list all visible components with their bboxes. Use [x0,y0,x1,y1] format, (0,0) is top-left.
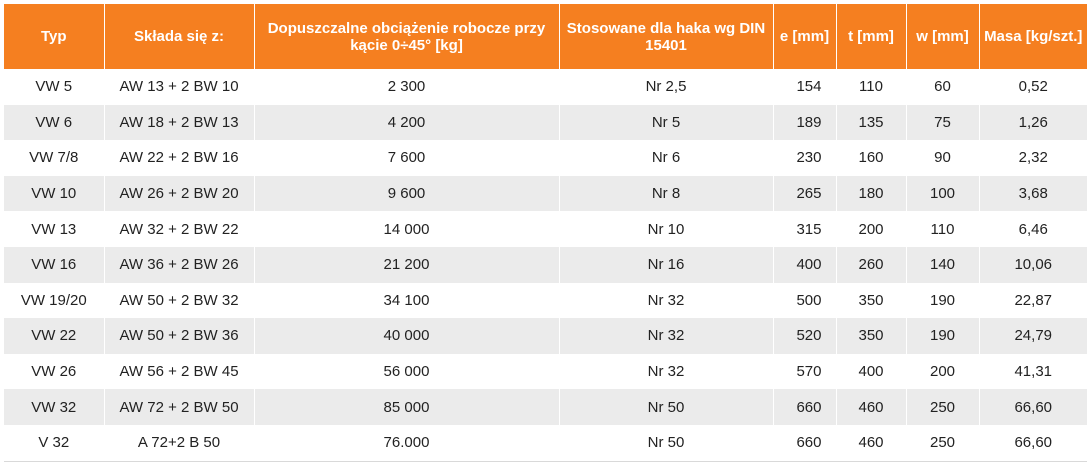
table-row [4,211,1087,247]
cell-sklad: AW 18 + 2 BW 13 [104,105,254,141]
cell-w: 100 [906,176,979,212]
cell-typ: VW 22 [4,318,104,354]
cell-t: 180 [836,176,906,212]
cell-typ: VW 26 [4,354,104,390]
cell-w: 190 [906,283,979,319]
cell-masa: 66,60 [1014,398,1053,416]
header-obciazenie: Dopuszczalne obciążenie robocze przy kącie 0÷45° [kg] [254,4,559,69]
cell-sklad: AW 36 + 2 BW 26 [104,247,254,283]
table-row [4,69,1087,105]
cell-sklad: AW 13 + 2 BW 10 [104,69,254,105]
cell-obciazenie: 14 000 [254,211,559,247]
cell-typ: VW 7/8 [4,140,104,176]
cell-obciazenie: 4 200 [254,105,559,141]
cell-e: 660 [773,425,836,461]
cell-masa: 10,06 [1014,256,1053,274]
cell-e: 189 [773,105,836,141]
cell-w: 140 [906,247,979,283]
cell-e: 660 [773,389,836,425]
cell-typ: VW 6 [4,105,104,141]
header-w: w [mm] [906,4,979,69]
cell-e: 520 [773,318,836,354]
table-row [4,247,1087,283]
table-row [4,283,1087,319]
cell-obciazenie: 40 000 [254,318,559,354]
cell-hak: Nr 32 [559,354,773,390]
cell-masa: 1,26 [1018,113,1048,131]
cell-hak: Nr 2,5 [559,69,773,105]
cell-t: 260 [836,247,906,283]
cell-t: 400 [836,354,906,390]
cell-typ: VW 32 [4,389,104,425]
cell-e: 230 [773,140,836,176]
cell-hak: Nr 5 [559,105,773,141]
cell-e: 400 [773,247,836,283]
cell-hak: Nr 32 [559,318,773,354]
cell-typ: VW 13 [4,211,104,247]
cell-masa: 0,52 [1018,78,1048,96]
cell-e: 570 [773,354,836,390]
cell-typ: VW 10 [4,176,104,212]
header-e: e [mm] [773,4,836,69]
cell-t: 350 [836,283,906,319]
cell-masa: 24,79 [1014,327,1053,345]
header-t: t [mm] [836,4,906,69]
cell-w: 250 [906,425,979,461]
cell-sklad: AW 32 + 2 BW 22 [104,211,254,247]
cell-sklad: AW 26 + 2 BW 20 [104,176,254,212]
table-row [4,425,1087,461]
cell-t: 460 [836,425,906,461]
table-header [4,4,1087,69]
cell-t: 160 [836,140,906,176]
cell-obciazenie: 34 100 [254,283,559,319]
cell-t: 200 [836,211,906,247]
cell-typ: VW 19/20 [4,283,104,319]
table-body [4,69,1087,461]
cell-sklad: AW 72 + 2 BW 50 [104,389,254,425]
cell-masa: 6,46 [1018,220,1048,238]
header-row [4,4,1087,69]
cell-w: 75 [906,105,979,141]
cell-w: 250 [906,389,979,425]
header-hak: Stosowane dla haka wg DIN 15401 [559,4,773,69]
table-row [4,318,1087,354]
cell-obciazenie: 56 000 [254,354,559,390]
cell-masa: 2,32 [1018,149,1048,167]
cell-masa: 22,87 [1014,291,1053,309]
table-row [4,140,1087,176]
cell-e: 315 [773,211,836,247]
cell-e: 154 [773,69,836,105]
cell-hak: Nr 6 [559,140,773,176]
cell-sklad: AW 50 + 2 BW 32 [104,283,254,319]
cell-typ: VW 16 [4,247,104,283]
cell-hak: Nr 32 [559,283,773,319]
cell-masa: 41,31 [1014,363,1053,381]
cell-t: 350 [836,318,906,354]
header-sklad: Składa się z: [104,4,254,69]
table-row [4,354,1087,390]
table-bottom-border [4,461,1087,462]
cell-obciazenie: 2 300 [254,69,559,105]
cell-w: 190 [906,318,979,354]
cell-hak: Nr 8 [559,176,773,212]
cell-typ: V 32 [4,425,104,461]
cell-sklad: AW 50 + 2 BW 36 [104,318,254,354]
cell-w: 60 [906,69,979,105]
cell-e: 500 [773,283,836,319]
cell-hak: Nr 50 [559,389,773,425]
cell-hak: Nr 10 [559,211,773,247]
cell-obciazenie: 85 000 [254,389,559,425]
header-typ: Typ [4,4,104,69]
cell-hak: Nr 16 [559,247,773,283]
cell-e: 265 [773,176,836,212]
cell-sklad: A 72+2 B 50 [104,425,254,461]
cell-sklad: AW 56 + 2 BW 45 [104,354,254,390]
cell-masa: 66,60 [1014,434,1053,452]
cell-w: 110 [906,211,979,247]
cell-obciazenie: 9 600 [254,176,559,212]
cell-obciazenie: 21 200 [254,247,559,283]
cell-masa: 3,68 [1018,185,1048,203]
cell-w: 200 [906,354,979,390]
cell-hak: Nr 50 [559,425,773,461]
spec-table-container [4,4,1087,465]
cell-obciazenie: 76.000 [254,425,559,461]
cell-t: 110 [836,69,906,105]
cell-t: 460 [836,389,906,425]
cell-typ: VW 5 [4,69,104,105]
cell-sklad: AW 22 + 2 BW 16 [104,140,254,176]
cell-obciazenie: 7 600 [254,140,559,176]
table-row [4,176,1087,212]
header-masa: Masa [kg/szt.] [984,28,1083,45]
spec-table [4,4,1087,461]
table-row [4,105,1087,141]
cell-t: 135 [836,105,906,141]
cell-w: 90 [906,140,979,176]
table-row [4,389,1087,425]
